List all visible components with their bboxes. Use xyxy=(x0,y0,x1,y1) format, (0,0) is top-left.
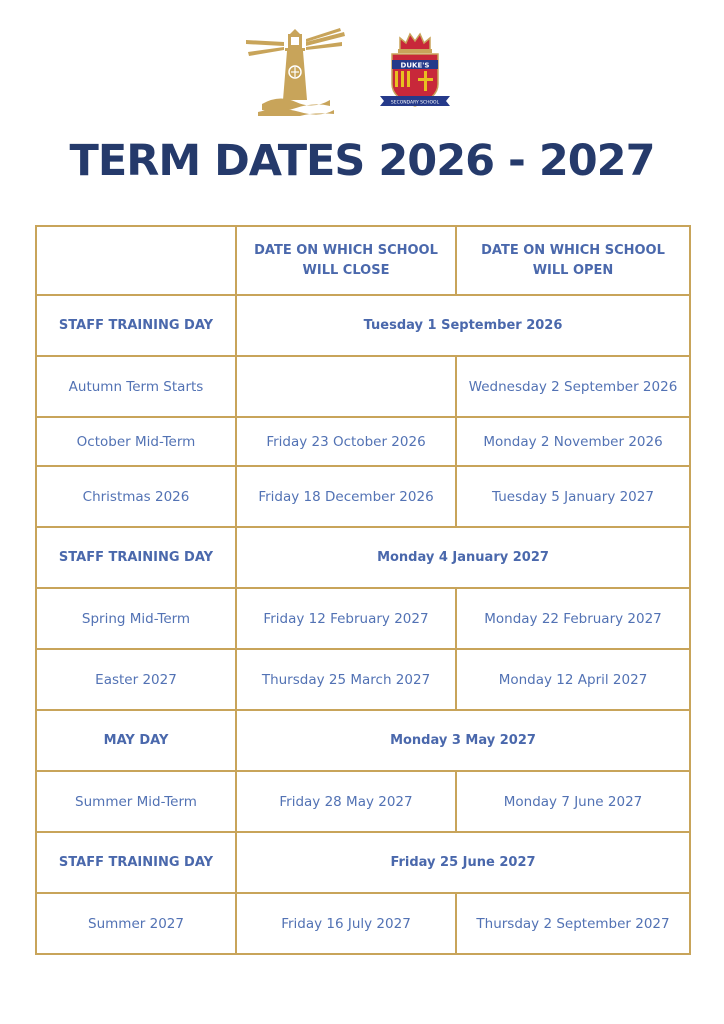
school-crest-icon xyxy=(378,30,452,112)
table-row xyxy=(36,649,690,710)
row-label: Autumn Term Starts xyxy=(36,356,236,417)
header-blank-cell xyxy=(36,226,236,295)
header-open-line2: WILL OPEN xyxy=(532,262,614,278)
row-close-date: Friday 18 December 2026 xyxy=(236,466,456,527)
row-close-date: Friday 12 February 2027 xyxy=(236,588,456,649)
row-close-date xyxy=(236,356,456,417)
table-header-row xyxy=(36,226,690,295)
row-label: Christmas 2026 xyxy=(36,466,236,527)
row-label: Spring Mid-Term xyxy=(36,588,236,649)
term-dates-table xyxy=(35,225,691,955)
row-open-date: Monday 2 November 2026 xyxy=(456,417,690,466)
lighthouse-logo-icon xyxy=(244,28,348,116)
table-row xyxy=(36,771,690,832)
table-row xyxy=(36,356,690,417)
header-open-line1: DATE ON WHICH SCHOOL xyxy=(481,242,665,258)
row-span-date: Monday 4 January 2027 xyxy=(236,527,690,588)
table-row xyxy=(36,710,690,771)
row-label: MAY DAY xyxy=(36,710,236,771)
row-span-date: Monday 3 May 2027 xyxy=(236,710,690,771)
row-close-date: Friday 28 May 2027 xyxy=(236,771,456,832)
row-close-date: Friday 16 July 2027 xyxy=(236,893,456,954)
row-span-date: Tuesday 1 September 2026 xyxy=(236,295,690,356)
row-label: October Mid-Term xyxy=(36,417,236,466)
row-open-date: Monday 22 February 2027 xyxy=(456,588,690,649)
page-title: TERM DATES 2026 - 2027 xyxy=(69,136,655,186)
header-close-date xyxy=(236,226,456,295)
row-label: STAFF TRAINING DAY xyxy=(36,295,236,356)
row-label: STAFF TRAINING DAY xyxy=(36,832,236,893)
header-close-line2: WILL CLOSE xyxy=(302,262,390,278)
logos xyxy=(0,28,724,118)
row-label: Summer 2027 xyxy=(36,893,236,954)
row-span-date: Friday 25 June 2027 xyxy=(236,832,690,893)
row-close-date: Friday 23 October 2026 xyxy=(236,417,456,466)
crest-ribbon-text: SECONDARY SCHOOL xyxy=(390,100,440,106)
table-row xyxy=(36,417,690,466)
crest-banner-text: DUKE'S xyxy=(400,61,430,70)
row-open-date: Wednesday 2 September 2026 xyxy=(456,356,690,417)
row-open-date: Thursday 2 September 2027 xyxy=(456,893,690,954)
row-label: Easter 2027 xyxy=(36,649,236,710)
row-label: STAFF TRAINING DAY xyxy=(36,527,236,588)
header-close-line1: DATE ON WHICH SCHOOL xyxy=(254,242,438,258)
table-row xyxy=(36,832,690,893)
table-row xyxy=(36,527,690,588)
table-row xyxy=(36,295,690,356)
row-open-date: Tuesday 5 January 2027 xyxy=(456,466,690,527)
row-close-date: Thursday 25 March 2027 xyxy=(236,649,456,710)
row-open-date: Monday 7 June 2027 xyxy=(456,771,690,832)
row-label: Summer Mid-Term xyxy=(36,771,236,832)
header-open-date xyxy=(456,226,690,295)
table-row xyxy=(36,893,690,954)
table-row xyxy=(36,588,690,649)
table-row xyxy=(36,466,690,527)
row-open-date: Monday 12 April 2027 xyxy=(456,649,690,710)
